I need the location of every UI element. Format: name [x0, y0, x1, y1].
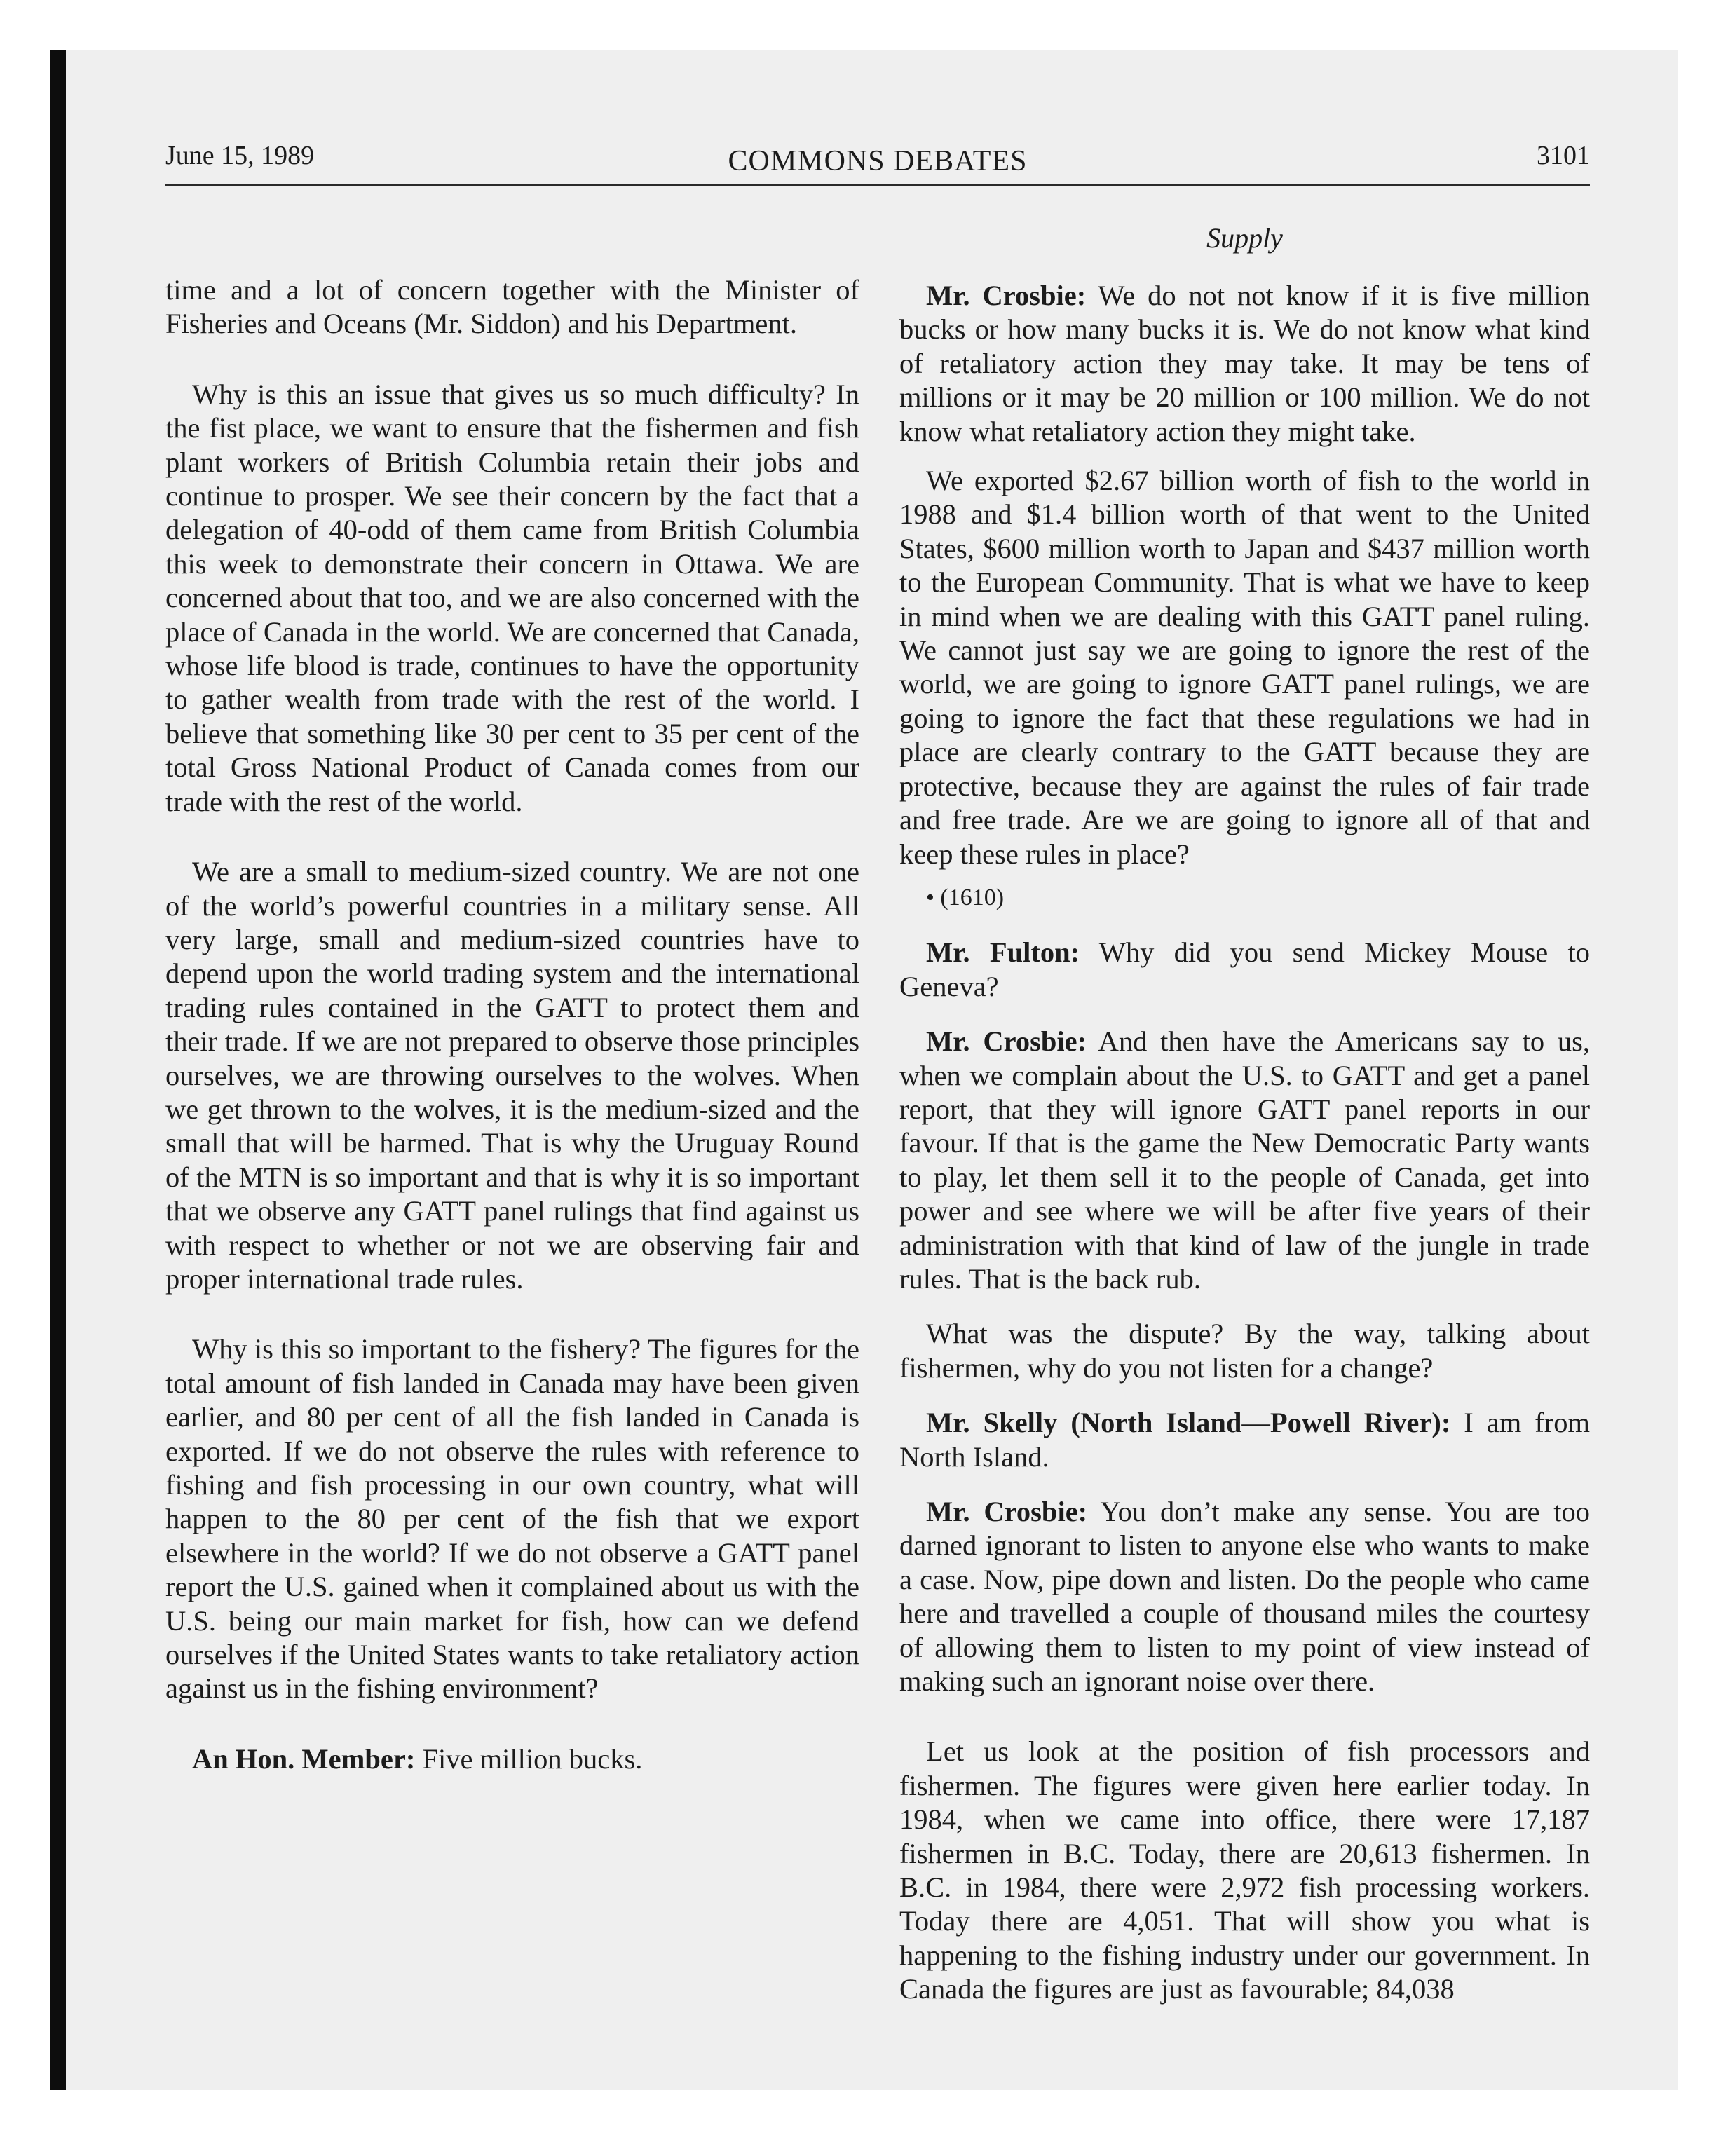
- section-title: Supply: [1206, 222, 1283, 254]
- speech-text: And then have the Americans say to us, when we complain about the U.S. to GATT and get a panel report, that they will ignore GATT panel reports in our favour. If that is the game the New Democratic Party wants to play, let them sell it to the people of Canada, get into power and see where we will be after five years of their administration with that kind of law of the jungle in trade rules. That is the back rub.: [899, 1025, 1590, 1295]
- speech-text: I am from North Island.: [899, 1407, 1590, 1473]
- header-date: June 15, 1989: [165, 141, 315, 170]
- speaker-name: An Hon. Member:: [192, 1742, 416, 1775]
- speech-text: We do not not know if it is five million bucks or how many bucks it is. We do not know what kind of retaliatory action they may take. It may be tens of millions or it may be 20 million or 100 million. We do not know what retaliatory action they might take.: [899, 280, 1590, 447]
- speaker-name: Mr. Crosbie:: [926, 280, 1087, 311]
- speech-paragraph: [899, 1025, 1590, 1296]
- speech-paragraph: [899, 1495, 1590, 1698]
- speaker-name: Mr. Crosbie:: [926, 1025, 1087, 1058]
- header-page-number: 3101: [1537, 141, 1590, 170]
- page-header: [165, 140, 1590, 182]
- speech-text: Five million bucks.: [415, 1742, 643, 1775]
- speaker-name: Mr. Crosbie:: [926, 1496, 1088, 1527]
- speaker-name: Mr. Skelly (North Island—Powell River):: [926, 1407, 1451, 1439]
- paragraph: Why is this so important to the fishery? The figures for the total amount of fish landed in Canada may have been given earlier, and 80 per cent of all the fish landed in Canada is exported. If we do not observe the rules with reference to fishing and fish processing in our own country, what will happen to the 80 per cent of the fish that we export elsewhere in the world? If we do not observe a GATT panel report the U.S. gained when it complained about us with the U.S. being our main market for fish, how can we defend ourselves if the United States wants to take retaliatory action against us in the fishing environment?: [165, 1333, 859, 1705]
- speech-text: You don’t make any sense. You are too darned ignorant to listen to anyone else who wants to make a case. Now, pipe down and listen. Do the people who came here and travelled a couple of thousand miles the courtesy of allowing them to listen to my point of view instead of making such an ignorant noise over there.: [899, 1496, 1591, 1698]
- scan-border: [50, 50, 66, 2090]
- paragraph: We are a small to medium-sized country. We are not one of the world’s powerful countries in a military sense. All very large, small and medium-sized countries have to depend upon the world trading system and the international trading rules contained in the GATT to protect them and their trade. If we are not prepared to observe those principles ourselves, we are throwing ourselves to the wolves. When we get thrown to the wolves, it is the medium-sized and the small that will be harmed. That is why the Uruguay Round of the MTN is so important and that is why it is so important that we observe any GATT panel rulings that find against us with respect to whether or not we are observing fair and proper international trade rules.: [165, 856, 859, 1295]
- header-rule: [165, 184, 1590, 186]
- paragraph: time and a lot of concern together with the Minister of Fisheries and Oceans (Mr. Siddon) and his Department.: [165, 274, 859, 340]
- speech-paragraph: [899, 936, 1590, 1004]
- right-column: [899, 279, 1590, 2007]
- speaker-name: Mr. Fulton:: [926, 936, 1080, 969]
- left-column: [165, 273, 859, 1776]
- paragraph: Let us look at the position of fish processors and fishermen. The figures were given here earlier today. In 1984, when we came into office, there were 17,187 fishermen in B.C. Today, there are 20,613 fishermen. In B.C. in 1984, there were 2,972 fish processing workers. Today there are 4,051. That will show you what is happening to the fishing industry under our government. In Canada the figures are just as favourable; 84,038: [899, 1735, 1590, 2005]
- header-title: COMMONS DEBATES: [728, 145, 1028, 177]
- speech-paragraph: [899, 1406, 1590, 1474]
- paragraph: We exported $2.67 billion worth of fish to the world in 1988 and $1.4 billion worth of that went to the United States, $600 million worth to Japan and $437 million worth to the European Community. That is what we have to keep in mind when we are dealing with this GATT panel ruling. We cannot just say we are going to ignore the rest of the world, we are going to ignore GATT panel rulings, we are going to ignore the fact that these regulations we had in place are clearly contrary to the GATT because they are protective, because they are against the rules of fair trade and free trade. Are we are going to ignore all of that and keep these rules in place?: [899, 465, 1590, 870]
- paragraph: What was the dispute? By the way, talking about fishermen, why do you not listen for a change?: [899, 1318, 1590, 1384]
- speech-paragraph: [165, 1742, 859, 1776]
- speech-paragraph: [899, 279, 1590, 449]
- speech-text: Why did you send Mickey Mouse to Geneva?: [899, 936, 1591, 1002]
- paragraph: Why is this an issue that gives us so much difficulty? In the fist place, we want to ensure that the fishermen and fish plant workers of British Columbia retain their jobs and continue to prosper. We see their concern by the fact that a delegation of 40-odd of them came from British Columbia this week to demonstrate their concern in Ottawa. We are concerned about that too, and we are also concerned with the place of Canada in the world. We are concerned that Canada, whose life blood is trade, continues to have the opportunity to gather wealth from trade with the rest of the world. I believe that something like 30 per cent to 35 per cent of the total Gross National Product of Canada comes from our trade with the rest of the world.: [165, 378, 859, 817]
- time-marker: • (1610): [926, 884, 1005, 910]
